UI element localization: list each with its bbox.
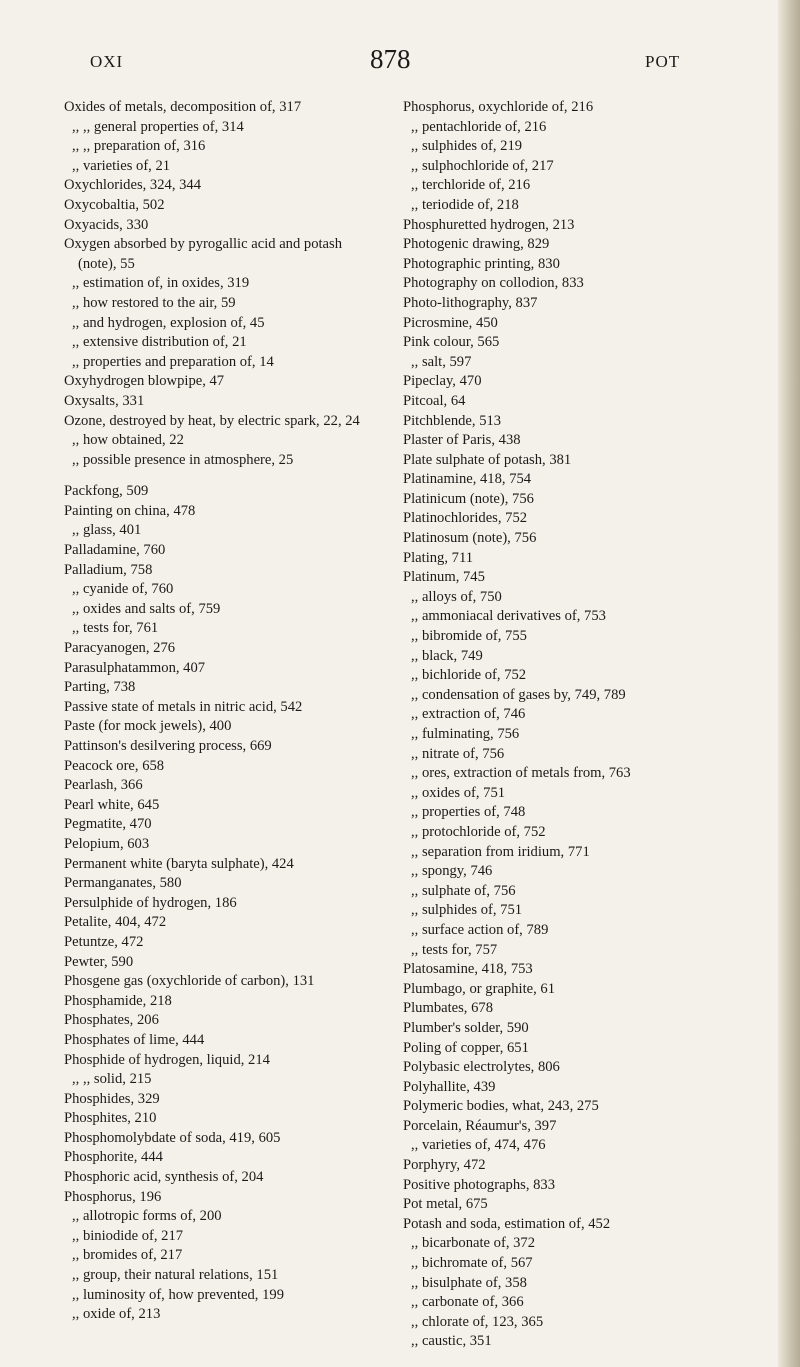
index-subentry: ,, ammoniacal derivatives of, 753 xyxy=(411,608,606,625)
index-entry: Paracyanogen, 276 xyxy=(64,640,176,657)
index-subentry: ,, terchloride of, 216 xyxy=(411,177,531,194)
index-subentry: ,, group, their natural relations, 151 xyxy=(72,1267,279,1284)
index-entry: Platinum, 745 xyxy=(403,569,485,586)
index-subentry: ,, carbonate of, 366 xyxy=(411,1294,524,1311)
index-entry: Phosphites, 210 xyxy=(64,1110,157,1127)
index-subentry: ,, sulphate of, 756 xyxy=(411,882,516,899)
index-subentry: ,, sulphochloride of, 217 xyxy=(411,157,554,174)
index-entry: Phosphides, 329 xyxy=(64,1090,160,1107)
index-subentry: ,, oxide of, 213 xyxy=(72,1306,161,1323)
index-subentry: ,, ,, general properties of, 314 xyxy=(72,118,244,135)
index-entry: Phosphuretted hydrogen, 213 xyxy=(403,216,575,233)
header-right-guide-word: POT xyxy=(645,52,681,71)
index-entry: Plaster of Paris, 438 xyxy=(403,432,521,449)
index-subentry: ,, luminosity of, how prevented, 199 xyxy=(72,1286,284,1303)
index-entry: Platinochlorides, 752 xyxy=(403,510,528,527)
index-entry: Phosgene gas (oxychloride of carbon), 131 xyxy=(64,973,315,990)
index-entry: Oxycobaltia, 502 xyxy=(64,196,165,213)
index-entry: Pitcoal, 64 xyxy=(403,392,466,409)
index-subentry: ,, tests for, 761 xyxy=(72,620,159,637)
index-entry: Pattinson's desilvering process, 669 xyxy=(64,738,272,754)
index-entry: Phosphorite, 444 xyxy=(64,1149,163,1166)
index-entry: Pipeclay, 470 xyxy=(403,373,482,390)
index-subentry: ,, bisulphate of, 358 xyxy=(411,1274,527,1291)
index-entry: Plating, 711 xyxy=(403,549,473,566)
index-subentry: ,, nitrate of, 756 xyxy=(411,745,505,762)
index-subentry: ,, pentachloride of, 216 xyxy=(411,118,547,135)
running-header xyxy=(0,44,780,78)
index-entry: Platinosum (note), 756 xyxy=(403,530,537,547)
index-subentry: ,, oxides of, 751 xyxy=(411,784,506,801)
index-entry: Picrosmine, 450 xyxy=(403,314,498,331)
index-entry: Phosphomolybdate of soda, 419, 605 xyxy=(64,1129,281,1146)
index-entry: Palladamine, 760 xyxy=(64,542,166,559)
index-entry: Parasulphatammon, 407 xyxy=(64,659,206,676)
index-subentry: ,, allotropic forms of, 200 xyxy=(72,1208,222,1225)
header-left-guide-word: OXI xyxy=(90,52,124,71)
index-subentry: ,, teriodide of, 218 xyxy=(411,196,519,213)
index-subentry: ,, alloys of, 750 xyxy=(411,588,502,605)
index-subentry: ,, varieties of, 21 xyxy=(72,157,171,174)
index-entry: Painting on china, 478 xyxy=(64,502,196,519)
index-subentry: ,, glass, 401 xyxy=(72,522,142,539)
index-entry: Ozone, destroyed by heat, by electric spark, 22, 24 xyxy=(64,412,360,429)
index-entry: Porcelain, Réaumur's, 397 xyxy=(403,1117,557,1134)
index-entry: Petuntze, 472 xyxy=(64,933,144,950)
index-subentry: ,, chlorate of, 123, 365 xyxy=(411,1313,544,1330)
index-subentry: ,, oxides and salts of, 759 xyxy=(72,600,221,617)
index-subentry: ,, tests for, 757 xyxy=(411,941,498,958)
index-entry: Polyhallite, 439 xyxy=(403,1078,496,1095)
index-subentry: ,, possible presence in atmosphere, 25 xyxy=(72,451,294,468)
index-entry: Oxygen absorbed by pyrogallic acid and potash (note), 55 xyxy=(64,236,343,272)
index-column-left xyxy=(64,98,382,1325)
index-subentry: ,, estimation of, in oxides, 319 xyxy=(72,275,250,292)
index-entry: Packfong, 509 xyxy=(64,483,149,500)
index-entry: Oxides of metals, decomposition of, 317 xyxy=(64,99,302,115)
index-subentry: ,, protochloride of, 752 xyxy=(411,823,546,840)
index-entry: Photography on collodion, 833 xyxy=(403,275,584,292)
index-entry: Phosphorus, oxychloride of, 216 xyxy=(403,99,594,115)
index-entry: Oxyhydrogen blowpipe, 47 xyxy=(64,373,225,390)
index-entry: Pearl white, 645 xyxy=(64,796,160,813)
index-entry: Platinamine, 418, 754 xyxy=(403,471,532,488)
index-entry: Phosphates, 206 xyxy=(64,1012,159,1029)
index-subentry: ,, properties and preparation of, 14 xyxy=(72,353,274,370)
index-subentry: ,, ,, preparation of, 316 xyxy=(72,138,206,155)
index-subentry: ,, fulminating, 756 xyxy=(411,726,520,742)
index-subentry: ,, ores, extraction of metals from, 763 xyxy=(411,765,631,782)
index-subentry: ,, ,, solid, 215 xyxy=(72,1071,152,1088)
index-subentry: ,, bichloride of, 752 xyxy=(411,667,527,684)
index-subentry: ,, condensation of gases by, 749, 789 xyxy=(411,686,626,703)
index-subentry: ,, surface action of, 789 xyxy=(411,921,549,938)
index-entry: Potash and soda, estimation of, 452 xyxy=(403,1215,611,1232)
index-entry: Palladium, 758 xyxy=(64,561,153,578)
index-subentry: ,, extraction of, 746 xyxy=(411,706,526,723)
index-entry: Pewter, 590 xyxy=(64,953,134,970)
index-entry: Pegmatite, 470 xyxy=(64,816,152,833)
index-entry: Platosamine, 418, 753 xyxy=(403,961,533,978)
index-subentry: ,, biniodide of, 217 xyxy=(72,1227,184,1244)
page-edge xyxy=(778,0,800,1367)
index-entry: Plate sulphate of potash, 381 xyxy=(403,451,572,468)
index-entry: Phosphide of hydrogen, liquid, 214 xyxy=(64,1051,270,1068)
index-entry: Pearlash, 366 xyxy=(64,777,143,794)
index-entry: Parting, 738 xyxy=(64,679,136,696)
index-subentry: ,, properties of, 748 xyxy=(411,804,526,821)
index-entry: Permanganates, 580 xyxy=(64,875,182,892)
index-entry: Pot metal, 675 xyxy=(403,1196,488,1213)
index-subentry: ,, salt, 597 xyxy=(411,353,472,370)
index-subentry: ,, and hydrogen, explosion of, 45 xyxy=(72,314,265,331)
index-subentry: ,, bromides of, 217 xyxy=(72,1247,183,1264)
index-subentry: ,, how restored to the air, 59 xyxy=(72,294,236,311)
index-entry: Pitchblende, 513 xyxy=(403,412,502,429)
index-entry: Pelopium, 603 xyxy=(64,835,150,852)
index-entry: Petalite, 404, 472 xyxy=(64,914,167,931)
index-entry: Positive photographs, 833 xyxy=(403,1176,556,1193)
index-entry: Paste (for mock jewels), 400 xyxy=(64,718,232,735)
index-entry: Peacock ore, 658 xyxy=(64,757,165,774)
index-subentry: ,, caustic, 351 xyxy=(411,1333,492,1350)
index-subentry: ,, bichromate of, 567 xyxy=(411,1255,533,1272)
index-entry: Porphyry, 472 xyxy=(403,1157,486,1174)
index-entry: Phosphamide, 218 xyxy=(64,992,172,1009)
index-entry: Polymeric bodies, what, 243, 275 xyxy=(403,1098,599,1115)
index-entry: Plumbates, 678 xyxy=(403,1000,493,1017)
index-subentry: ,, cyanide of, 760 xyxy=(72,581,174,598)
index-entry: Oxyacids, 330 xyxy=(64,216,149,233)
index-entry: Polybasic electrolytes, 806 xyxy=(403,1059,560,1076)
index-subentry: ,, varieties of, 474, 476 xyxy=(411,1137,546,1154)
index-entry: Passive state of metals in nitric acid, 542 xyxy=(64,698,303,715)
index-entry: Phosphates of lime, 444 xyxy=(64,1031,205,1048)
index-subentry: ,, how obtained, 22 xyxy=(72,432,184,449)
index-entry: Plumbago, or graphite, 61 xyxy=(403,980,555,997)
section-gap xyxy=(64,470,382,482)
index-subentry: ,, sulphides of, 751 xyxy=(411,902,523,919)
index-subentry: ,, extensive distribution of, 21 xyxy=(72,334,247,351)
index-subentry: ,, bibromide of, 755 xyxy=(411,628,527,645)
index-entry: Photogenic drawing, 829 xyxy=(403,236,550,253)
index-entry: Phosphoric acid, synthesis of, 204 xyxy=(64,1169,264,1186)
index-entry: Pink colour, 565 xyxy=(403,334,500,351)
index-entry: Photo-lithography, 837 xyxy=(403,294,538,311)
page-number: 878 xyxy=(370,44,411,74)
index-column-right xyxy=(403,98,765,1352)
index-entry: Platinicum (note), 756 xyxy=(403,490,534,507)
index-subentry: ,, sulphides of, 219 xyxy=(411,138,523,155)
index-subentry: ,, black, 749 xyxy=(411,647,483,664)
index-entry: Persulphide of hydrogen, 186 xyxy=(64,894,237,911)
index-entry: Oxychlorides, 324, 344 xyxy=(64,177,202,194)
index-subentry: ,, separation from iridium, 771 xyxy=(411,843,590,860)
index-entry: Plumber's solder, 590 xyxy=(403,1019,529,1036)
index-entry: Photographic printing, 830 xyxy=(403,255,560,272)
index-entry: Oxysalts, 331 xyxy=(64,392,145,409)
index-subentry: ,, spongy, 746 xyxy=(411,863,493,880)
index-entry: Phosphorus, 196 xyxy=(64,1188,162,1205)
index-entry: Poling of copper, 651 xyxy=(403,1039,529,1056)
index-subentry: ,, bicarbonate of, 372 xyxy=(411,1235,536,1252)
index-entry: Permanent white (baryta sulphate), 424 xyxy=(64,855,294,872)
